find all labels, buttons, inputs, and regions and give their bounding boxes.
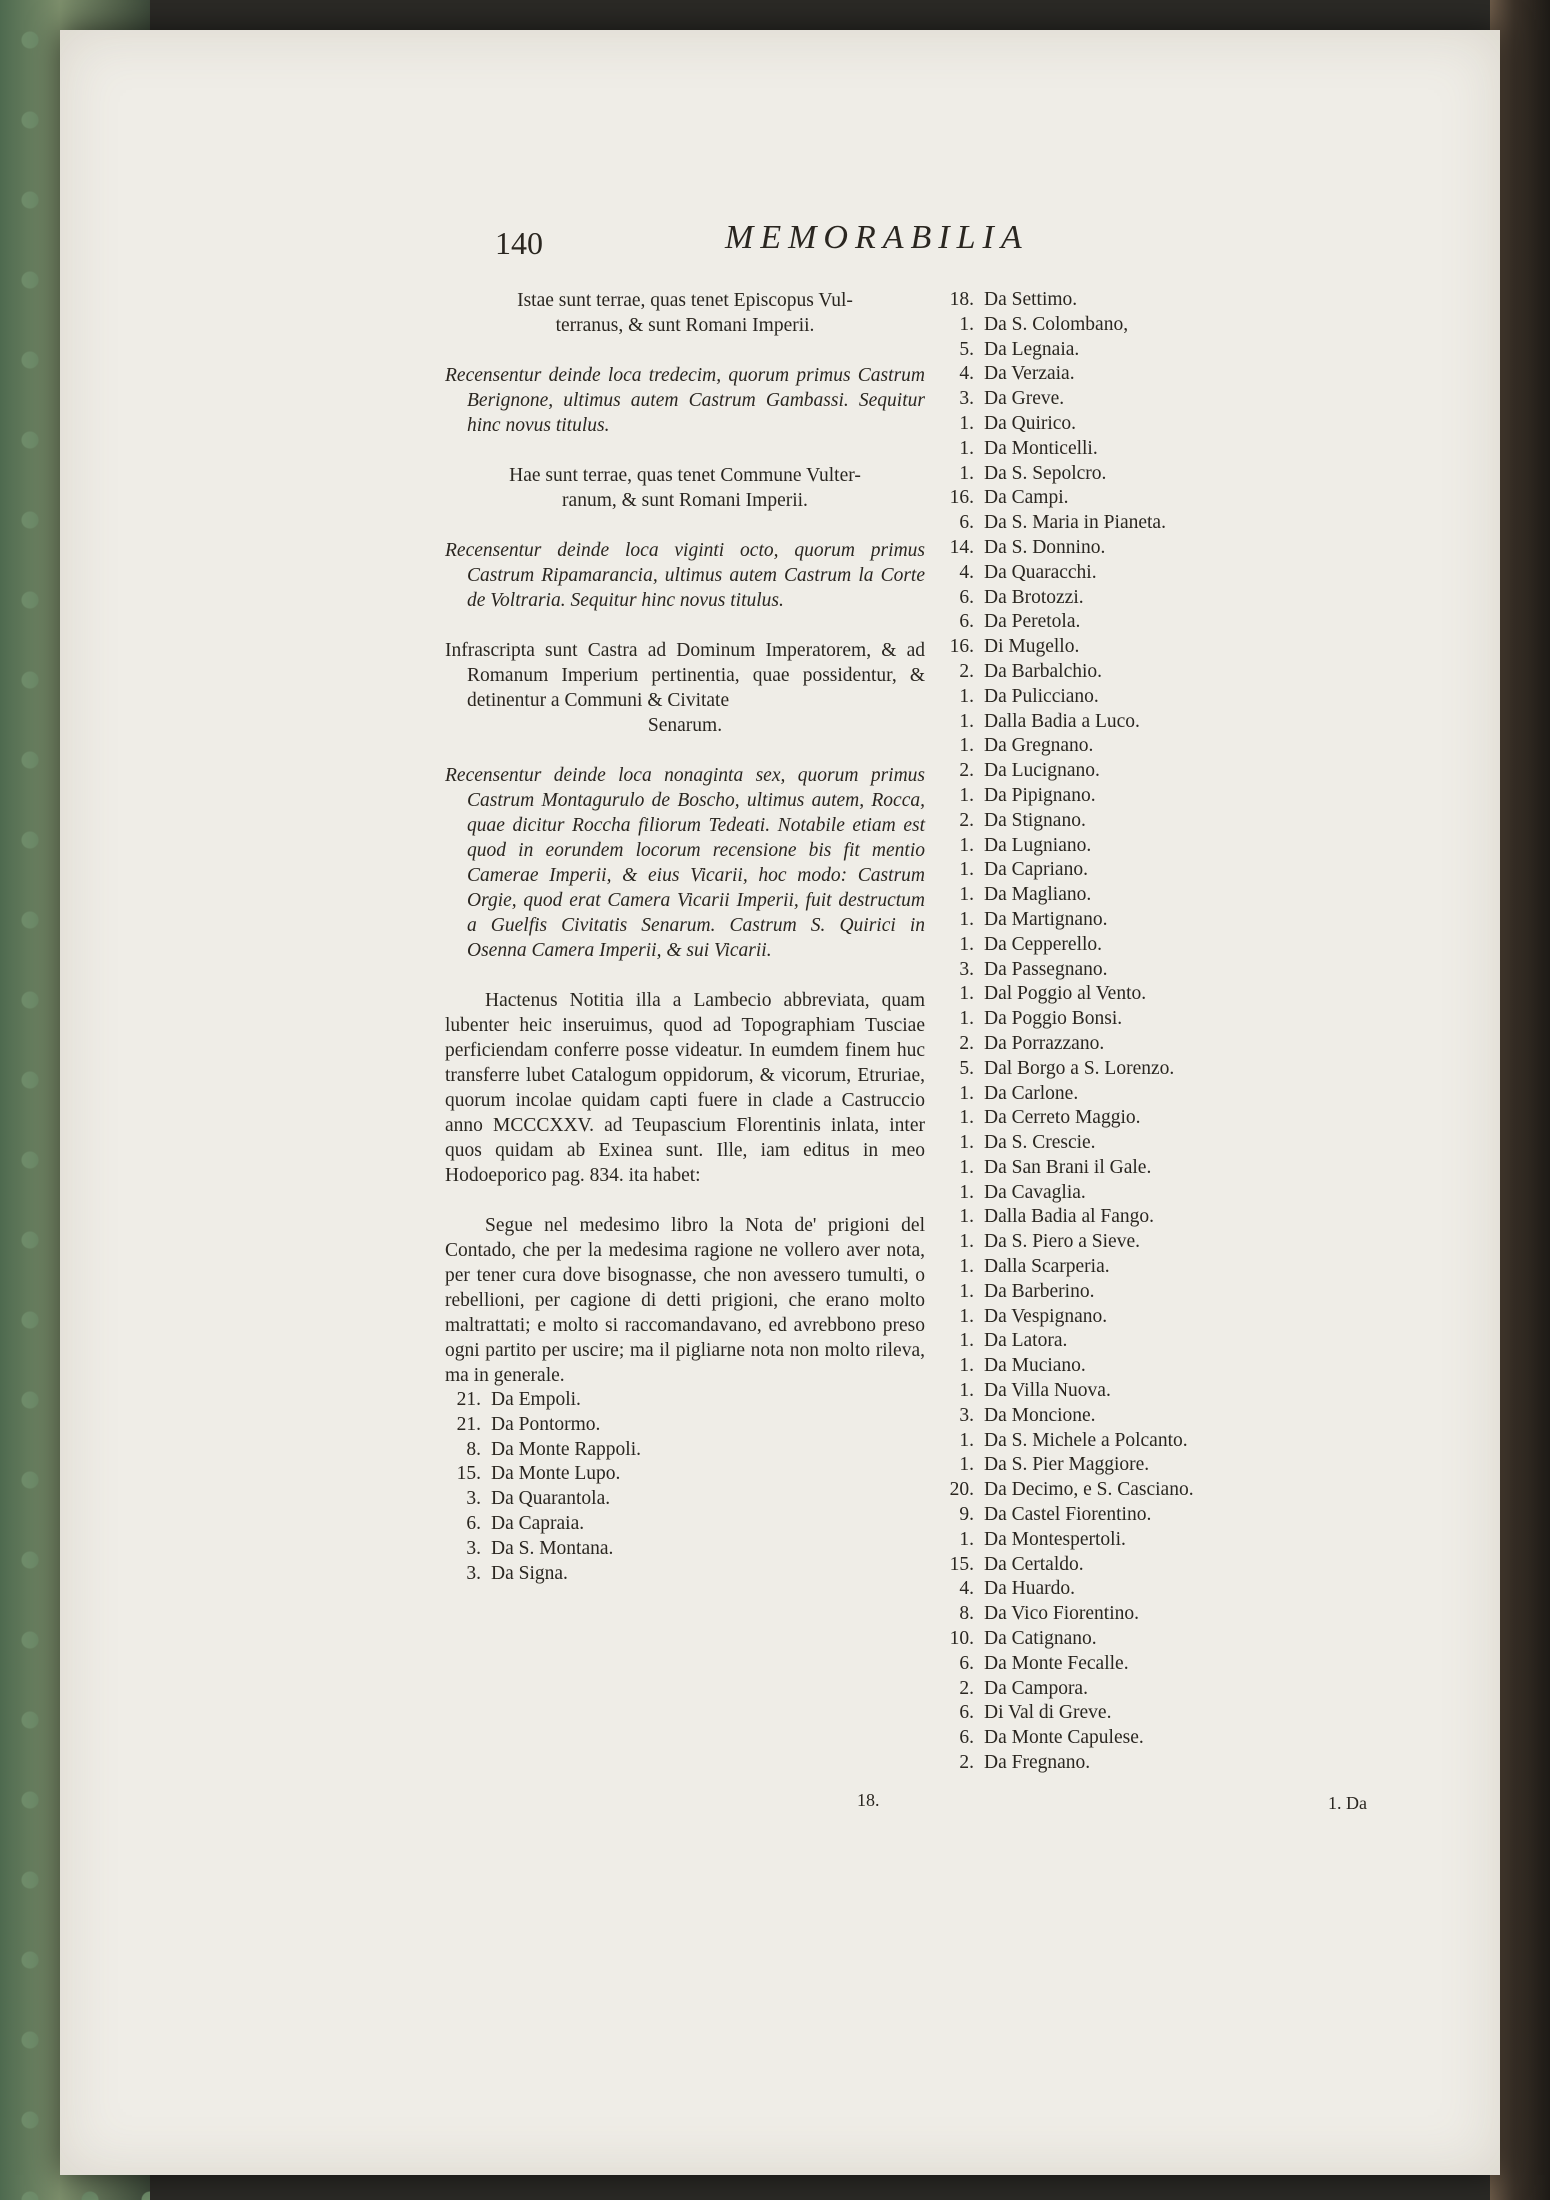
list-item-count: 1. [959,1355,974,1377]
list-item-count: 1. [959,1082,974,1104]
list-item-count: 1. [959,1454,974,1476]
list-item-count: 1. [959,933,974,955]
list-item-place: Da Castel Fiorentino. [984,1504,1152,1526]
list-item-count: 1. [959,462,974,484]
list-item [445,1438,925,1463]
list-item-place: Da Greve. [984,388,1065,410]
list-item [940,1255,1360,1280]
list-item-place: Da S. Donnino. [984,536,1106,558]
list-item-place: Da S. Maria in Pianeta. [984,512,1166,534]
list-item-count: 1. [959,1429,974,1451]
left-column [445,288,925,1586]
list-item [940,586,1360,611]
list-item [940,1701,1360,1726]
list-item [940,1329,1360,1354]
list-item-place: Da Quirico. [984,412,1077,434]
list-item-place: Da Quarantola. [491,1488,611,1510]
list-item-count: 6. [959,586,974,608]
paragraph-line: Istae sunt terrae, quas tenet Episcopus Vul- [517,290,853,311]
list-item-count: 1. [959,313,974,335]
list-item-count: 4. [959,561,974,583]
list-item-count: 1. [959,1528,974,1550]
list-item-count: 1. [959,1280,974,1302]
list-item [940,387,1360,412]
list-item-place: Da Decimo, e S. Casciano. [984,1479,1194,1501]
list-item [940,1553,1360,1578]
list-item-count: 6. [959,611,974,633]
paragraph-line: terranus, & sunt Romani Imperii. [555,315,815,336]
list-item [940,734,1360,759]
list-item [940,561,1360,586]
list-item [940,1404,1360,1429]
list-item [940,1082,1360,1107]
list-item-count: 1. [959,710,974,732]
list-item-place: Dal Poggio al Vento. [984,983,1147,1005]
list-item-place: Da S. Pier Maggiore. [984,1454,1150,1476]
list-item [940,1602,1360,1627]
list-item-count: 2. [959,760,974,782]
list-item-count: 1. [959,1231,974,1253]
list-item-count: 21. [456,1389,481,1410]
list-item-count: 6. [959,1727,974,1749]
list-item [445,1562,925,1587]
list-item [940,784,1360,809]
list-item-count: 1. [959,1107,974,1129]
list-item [940,1577,1360,1602]
list-item-place: Da Settimo. [984,289,1078,310]
paragraph: Hactenus Notitia illa a Lambecio abbreviata, quam lubenter heic inseruimus, quod ad Topographiam Tusciae perficiendam conferre posse videatur. In eumdem finem huc transferre lubet Catalogum oppidorum, & vicorum, Etruriae, quorum incolae quidam capti fuere in clade a Castruccio anno MCCCXXV. ad Teupascium Florentinis inlata, inter quos quidam ab Exinea sunt. Ille, iam editus in meo Hodoeporico pag. 834. ita habet: [445,990,925,1186]
list-item-place: Dalla Scarperia. [984,1256,1110,1278]
list-item-count: 1. [959,437,974,459]
list-item-place: Da Monticelli. [984,437,1098,459]
list-item-count: 6. [959,1702,974,1724]
list-item-count: 1. [959,412,974,434]
list-item-count: 15. [456,1463,481,1485]
list-item-place: Da Campora. [984,1677,1088,1699]
list-item-count: 1. [959,884,974,906]
list-item-place: Da Monte Fecalle. [984,1652,1129,1674]
list-item-place: Da Peretola. [984,611,1081,633]
list-item-count: 1. [959,1305,974,1327]
list-item [940,288,1360,313]
list-item-count: 1. [959,1008,974,1030]
list-item-place: Di Val di Greve. [984,1702,1112,1724]
list-item-place: Da Pipignano. [984,784,1096,806]
list-item-count: 1. [959,735,974,757]
list-item [940,362,1360,387]
list-item [940,1106,1360,1131]
list-item-place: Da Poggio Bonsi. [984,1008,1123,1030]
list-item [940,1057,1360,1082]
list-item-count: 6. [959,512,974,534]
list-item-place: Da S. Sepolcro. [984,462,1107,484]
list-item [940,1156,1360,1181]
list-item-count: 1. [959,1380,974,1402]
list-item [940,338,1360,363]
list-item-place: Da Capriano. [984,859,1088,881]
list-item-place: Da Cavaglia. [984,1181,1086,1203]
list-item-count: 20. [949,1479,974,1501]
list-item-place: Da S. Colombano, [984,313,1129,335]
list-item-place: Da Montespertoli. [984,1528,1126,1550]
paragraph [445,463,925,513]
list-item-place: Da Passegnano. [984,958,1108,980]
book-page [60,30,1500,2175]
list-item-count: 3. [466,1537,481,1559]
prisoner-list-right [940,288,1360,1776]
list-item-place: Da Martignano. [984,908,1108,930]
list-item-place: Da Villa Nuova. [984,1380,1111,1402]
list-item-count: 1. [959,1256,974,1278]
list-item [445,1413,925,1438]
list-item-count: 10. [949,1628,974,1650]
list-item [940,1280,1360,1305]
list-item-place: Da Porrazzano. [984,1032,1105,1054]
list-item-count: 1. [959,1156,974,1178]
list-item [940,610,1360,635]
list-item [940,437,1360,462]
paragraph-italic: Recensentur deinde loca viginti octo, quorum primus Castrum Ripamarancia, ultimus autem Castrum la Corte de Voltraria. Sequitur hinc novus titulus. [445,540,925,611]
list-item [940,710,1360,735]
list-item [940,908,1360,933]
list-item-count: 3. [466,1488,481,1510]
list-item-count: 16. [949,636,974,658]
list-item-count: 21. [456,1413,481,1435]
list-item [940,1726,1360,1751]
list-item-place: Da Verzaia. [984,363,1075,385]
paragraph-italic: Recensentur deinde loca nonaginta sex, quorum primus Castrum Montagurulo de Boscho, ultimus autem, Rocca, quae dicitur Roccha filiorum Tedeati. Notabile etiam est quod in eorundem locorum recensione bis fit mentio Camerae Imperii, & eius Vicarii, hoc modo: Castrum Orgie, quod erat Camera Vicarii Imperii, fuit destructum a Guelfis Civitatis Senarum. Castrum S. Quirici in Osenna Camera Imperii, & sui Vicarii. [445,765,925,961]
list-item-place: Da Catignano. [984,1628,1097,1650]
list-item [445,1487,925,1512]
list-item-place: Da Lugniano. [984,834,1092,856]
list-item [940,685,1360,710]
page-number: 140 [495,225,543,261]
list-item-place: Da Pontormo. [491,1413,601,1435]
list-item-place: Da Vespignano. [984,1305,1108,1327]
list-item [940,1305,1360,1330]
catchword-mid: 18. [857,1790,880,1810]
list-item-count: 3. [959,958,974,980]
list-item-count: 16. [949,487,974,509]
list-item-place: Da Latora. [984,1330,1068,1352]
list-item-place: Da Brotozzi. [984,586,1084,608]
list-item-place: Da Campi. [984,487,1069,509]
list-item-place: Da Monte Rappoli. [491,1438,642,1460]
list-item [940,1677,1360,1702]
list-item-count: 1. [959,983,974,1005]
catchword-right: 1. Da [1328,1793,1367,1813]
list-item-place: Da S. Crescie. [984,1132,1096,1154]
list-item [940,462,1360,487]
list-item-place: Da Capraia. [491,1512,585,1534]
list-item-count: 14. [949,536,974,558]
list-item-count: 1. [959,784,974,806]
list-item-place: Dal Borgo a S. Lorenzo. [984,1057,1175,1079]
list-item-count: 1. [959,908,974,930]
list-item-count: 2. [959,1677,974,1699]
list-item [445,1537,925,1562]
list-item-count: 2. [959,809,974,831]
list-item [940,1007,1360,1032]
list-item-count: 2. [959,660,974,682]
list-item-count: 8. [959,1603,974,1625]
list-item [940,1652,1360,1677]
list-item [940,809,1360,834]
paragraph-italic: Recensentur deinde loca tredecim, quorum primus Castrum Berignone, ultimus autem Castrum Gambassi. Sequitur hinc novus titulus. [445,365,925,436]
list-item-place: Da S. Michele a Polcanto. [984,1429,1188,1451]
list-item [940,958,1360,983]
list-item-count: 3. [466,1562,481,1584]
list-item-count: 1. [959,685,974,707]
paragraph: Segue nel medesimo libro la Nota de' prigioni del Contado, che per la medesima ragione ne vollero aver nota, per tener cura dove bisognasse, che non avessero tumulti, o rebellioni, per cagione di detti prigioni, che erano molto maltrattati; e molto si raccomandavano, ed avrebbono preso ogni partito per uscire; ma il pigliarne nota non molto rileva, ma in generale. [445,1215,925,1386]
list-item [940,933,1360,958]
list-item-count: 2. [959,1032,974,1054]
list-item [445,1512,925,1537]
list-item-place: Da S. Piero a Sieve. [984,1231,1140,1253]
list-item [445,1462,925,1487]
list-item-count: 1. [959,1132,974,1154]
list-item-place: Da Carlone. [984,1082,1079,1104]
list-item-place: Da Vico Fiorentino. [984,1603,1139,1625]
list-item-place: Da Monte Capulese. [984,1727,1144,1749]
paragraph: Infrascripta sunt Castra ad Dominum Imperatorem, & ad Romanum Imperium pertinentia, quae possidentur, & detinentur a Communi & Civitate [445,640,925,711]
page-header [495,205,1175,265]
list-item-place: Da San Brani il Gale. [984,1156,1152,1178]
paragraph-line: ranum, & sunt Romani Imperii. [562,490,808,511]
list-item-count: 6. [466,1512,481,1534]
running-title: MEMORABILIA [725,219,1029,256]
list-item-count: 18. [949,289,974,310]
list-item-count: 6. [959,1652,974,1674]
list-item [940,1478,1360,1503]
list-item-place: Da Monte Lupo. [491,1463,621,1485]
list-item-count: 1. [959,1330,974,1352]
list-item-count: 4. [959,1578,974,1600]
list-item [940,1503,1360,1528]
list-item-place: Da Certaldo. [984,1553,1084,1575]
paragraph-end: Senarum. [647,715,723,736]
list-item [940,1230,1360,1255]
list-item [940,511,1360,536]
list-item-place: Da Moncione. [984,1404,1096,1426]
list-item [940,1751,1360,1776]
list-item [940,1032,1360,1057]
paragraph-line: Hae sunt terrae, quas tenet Commune Vulter- [509,465,861,486]
list-item-place: Da Legnaia. [984,338,1080,360]
list-item-count: 1. [959,1206,974,1228]
list-item [940,759,1360,784]
list-item [940,1429,1360,1454]
list-item [940,1627,1360,1652]
list-item-count: 5. [959,1057,974,1079]
list-item-place: Da Gregnano. [984,735,1094,757]
list-item [940,486,1360,511]
list-item [940,1453,1360,1478]
list-item [940,1528,1360,1553]
list-item [940,834,1360,859]
list-item-count: 1. [959,859,974,881]
list-item-place: Da Cepperello. [984,933,1103,955]
list-item-place: Da S. Montana. [491,1537,614,1559]
list-item-place: Da Barbalchio. [984,660,1103,682]
list-item [940,313,1360,338]
list-item [940,536,1360,561]
list-item [940,1354,1360,1379]
list-item-place: Da Signa. [491,1562,568,1584]
list-item-count: 9. [959,1504,974,1526]
list-item-place: Da Barberino. [984,1280,1095,1302]
list-item-count: 8. [466,1438,481,1460]
list-item-place: Dalla Badia a Luco. [984,710,1140,732]
list-item-count: 15. [949,1553,974,1575]
list-item-place: Dalla Badia al Fango. [984,1206,1155,1228]
list-item-count: 2. [959,1752,974,1774]
prisoner-list-left [445,1388,925,1586]
list-item [940,1131,1360,1156]
list-item [940,1379,1360,1404]
list-item [445,1388,925,1413]
list-item-place: Di Mugello. [984,636,1080,658]
list-item-count: 1. [959,1181,974,1203]
list-item-count: 1. [959,834,974,856]
list-item-count: 3. [959,388,974,410]
list-item-count: 3. [959,1404,974,1426]
list-item-count: 5. [959,338,974,360]
list-item-place: Da Muciano. [984,1355,1086,1377]
list-item-place: Da Lucignano. [984,760,1100,782]
list-item-place: Da Empoli. [491,1389,581,1410]
list-item-place: Da Fregnano. [984,1752,1091,1774]
list-item [940,412,1360,437]
list-item [940,635,1360,660]
list-item-count: 4. [959,363,974,385]
list-item [940,982,1360,1007]
list-item-place: Da Stignano. [984,809,1086,831]
list-item-place: Da Magliano. [984,884,1092,906]
list-item [940,660,1360,685]
paragraph [445,288,925,338]
list-item [940,1181,1360,1206]
list-item [940,883,1360,908]
list-item-place: Da Cerreto Maggio. [984,1107,1141,1129]
list-item-place: Da Huardo. [984,1578,1075,1600]
list-item [940,858,1360,883]
list-item-place: Da Quaracchi. [984,561,1097,583]
list-item [940,1205,1360,1230]
list-item-place: Da Pulicciano. [984,685,1099,707]
